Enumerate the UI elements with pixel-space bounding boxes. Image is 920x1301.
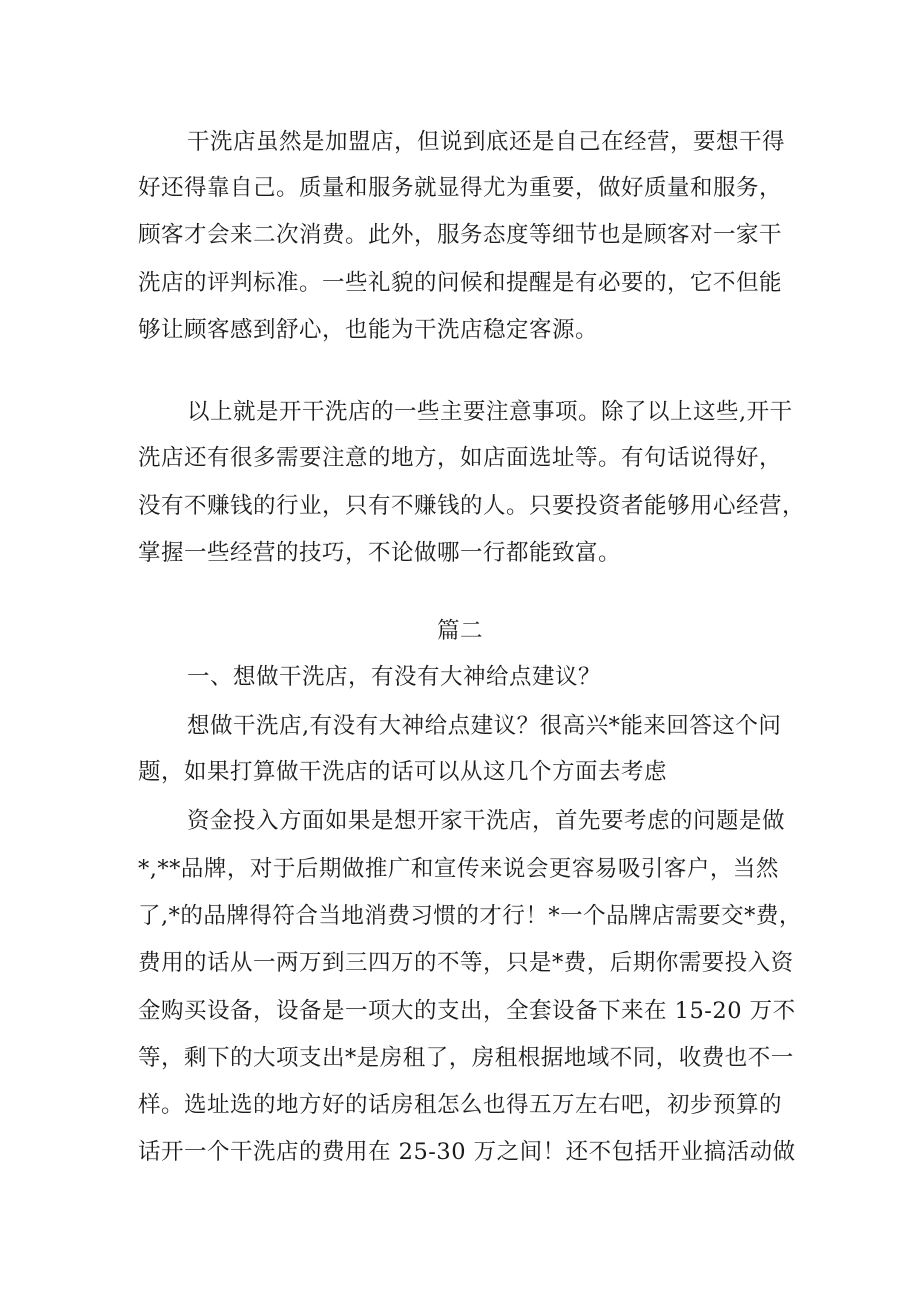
section-title: 篇二 xyxy=(436,618,483,644)
question-heading: 一、想做干洗店，有没有大神给点建议？ xyxy=(187,664,602,690)
text-line: 想做干洗店,有没有大神给点建议？很高兴*能来回答这个问 xyxy=(187,713,782,739)
text-line: 了,*的品牌得符合当地消费习惯的才行！*一个品牌店需要交*费， xyxy=(138,903,802,929)
text-line: *,**品牌，对于后期做推广和宣传来说会更容易吸引客户，当然 xyxy=(138,856,779,882)
text-line: 没有不赚钱的行业，只有不赚钱的人。只要投资者能够用心经营， xyxy=(138,493,806,519)
text-line: 好还得靠自己。质量和服务就显得尤为重要，做好质量和服务， xyxy=(138,175,783,201)
text-line: 以上就是开干洗店的一些主要注意事项。除了以上这些,开干 xyxy=(187,399,793,425)
text-line: 顾客才会来二次消费。此外，服务态度等细节也是顾客对一家干 xyxy=(138,222,783,248)
text-line: 够让顾客感到舒心，也能为干洗店稳定客源。 xyxy=(138,317,599,343)
text-line: 资金投入方面如果是想开家干洗店，首先要考虑的问题是做 xyxy=(187,808,786,834)
text-line: 等，剩下的大项支出*是房租了，房租根据地域不同，收费也不一 xyxy=(138,1045,794,1071)
text-line: 样。选址选的地方好的话房租怎么也得五万左右吧，初步预算的 xyxy=(138,1092,783,1118)
text-line: 题，如果打算做干洗店的话可以从这几个方面去考虑 xyxy=(138,759,668,785)
text-line: 费用的话从一两万到三四万的不等，只是*费，后期你需要投入资 xyxy=(138,950,794,976)
text-line: 干洗店虽然是加盟店，但说到底还是自己在经营，要想干得 xyxy=(187,129,786,155)
text-line: 洗店的评判标准。一些礼貌的问候和提醒是有必要的，它不但能 xyxy=(138,270,783,296)
text-line: 话开一个干洗店的费用在 25-30 万之间！还不包括开业搞活动做 xyxy=(138,1139,796,1165)
text-line: 金购买设备，设备是一项大的支出，全套设备下来在 15-20 万不 xyxy=(138,998,796,1024)
text-line: 洗店还有很多需要注意的地方，如店面选址等。有句话说得好， xyxy=(138,445,783,471)
text-line: 掌握一些经营的技巧，不论做哪一行都能致富。 xyxy=(138,540,622,566)
